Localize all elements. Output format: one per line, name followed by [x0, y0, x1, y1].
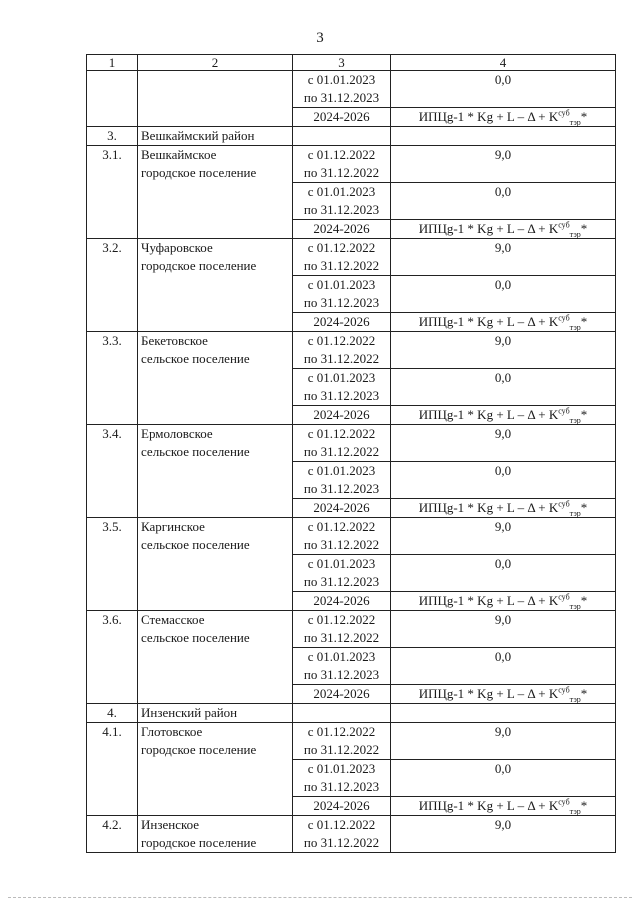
formula-cell [391, 406, 616, 425]
column-header: 4 [391, 55, 616, 71]
value-cell: 9,0 [391, 332, 616, 369]
formula-superscript: суб [558, 313, 570, 323]
period-cell: с 01.12.2022 по 31.12.2022 [293, 723, 391, 760]
item-name-cell: Вешкаймское городское поселение [138, 146, 293, 239]
period-cell: с 01.12.2022 по 31.12.2022 [293, 332, 391, 369]
formula-tail: * [580, 407, 588, 422]
item-number-cell [87, 71, 138, 127]
item-number-cell: 4.1. [87, 723, 138, 816]
period-cell: с 01.01.2023 по 31.12.2023 [293, 648, 391, 685]
item-number-cell: 4.2. [87, 816, 138, 853]
column-header: 3 [293, 55, 391, 71]
value-cell: 9,0 [391, 611, 616, 648]
empty-cell [293, 127, 391, 146]
formula-cell [391, 797, 616, 816]
formula-superscript: суб [558, 592, 570, 602]
district-row [87, 704, 616, 723]
formula-base: ИПЦg-1 * Kg + L – Δ + K [418, 314, 559, 329]
period-cell: с 01.12.2022 по 31.12.2022 [293, 611, 391, 648]
value-cell: 0,0 [391, 648, 616, 685]
formula-superscript: суб [558, 220, 570, 230]
district-number: 4. [87, 704, 138, 723]
period-cell: с 01.12.2022 по 31.12.2022 [293, 425, 391, 462]
formula-superscript: суб [558, 499, 570, 509]
period-cell: с 01.12.2022 по 31.12.2022 [293, 239, 391, 276]
tariff-table [86, 54, 616, 853]
item-number-cell: 3.2. [87, 239, 138, 332]
value-cell: 0,0 [391, 183, 616, 220]
formula-cell [391, 313, 616, 332]
formula-base: ИПЦg-1 * Kg + L – Δ + K [418, 593, 559, 608]
formula-tail: * [580, 314, 588, 329]
value-cell: 9,0 [391, 723, 616, 760]
table-row [87, 518, 616, 555]
value-cell: 0,0 [391, 71, 616, 108]
item-number-cell: 3.6. [87, 611, 138, 704]
table-row [87, 611, 616, 648]
empty-cell [391, 704, 616, 723]
formula-subscript: тэр [569, 229, 581, 239]
period-cell: 2024-2026 [293, 685, 391, 704]
value-cell: 9,0 [391, 239, 616, 276]
period-cell: с 01.12.2022 по 31.12.2022 [293, 816, 391, 853]
period-cell: с 01.12.2022 по 31.12.2022 [293, 146, 391, 183]
column-header: 2 [138, 55, 293, 71]
formula-cell [391, 108, 616, 127]
item-name-cell: Стемасское сельское поселение [138, 611, 293, 704]
formula-base: ИПЦg-1 * Kg + L – Δ + K [418, 221, 559, 236]
table-row [87, 816, 616, 853]
period-cell: с 01.01.2023 по 31.12.2023 [293, 369, 391, 406]
table-header-row [87, 55, 616, 71]
formula-superscript: суб [558, 406, 570, 416]
district-name: Инзенский район [138, 704, 293, 723]
formula-tail: * [580, 686, 588, 701]
formula-superscript: суб [558, 797, 570, 807]
period-cell: 2024-2026 [293, 499, 391, 518]
empty-cell [293, 704, 391, 723]
column-header: 1 [87, 55, 138, 71]
period-cell: с 01.12.2022 по 31.12.2022 [293, 518, 391, 555]
item-name-cell: Каргинское сельское поселение [138, 518, 293, 611]
item-name-cell: Чуфаровское городское поселение [138, 239, 293, 332]
formula-cell [391, 685, 616, 704]
period-cell: с 01.01.2023 по 31.12.2023 [293, 71, 391, 108]
value-cell: 9,0 [391, 146, 616, 183]
formula-base: ИПЦg-1 * Kg + L – Δ + K [418, 500, 559, 515]
formula-tail: * [580, 798, 588, 813]
table-row [87, 71, 616, 108]
period-cell: с 01.01.2023 по 31.12.2023 [293, 183, 391, 220]
formula-tail: * [580, 109, 588, 124]
item-name-cell: Инзенское городское поселение [138, 816, 293, 853]
table-row [87, 723, 616, 760]
formula-base: ИПЦg-1 * Kg + L – Δ + K [418, 798, 559, 813]
value-cell: 0,0 [391, 555, 616, 592]
item-number-cell: 3.4. [87, 425, 138, 518]
item-number-cell: 3.5. [87, 518, 138, 611]
value-cell: 0,0 [391, 369, 616, 406]
value-cell: 9,0 [391, 425, 616, 462]
formula-subscript: тэр [569, 601, 581, 611]
formula-superscript: суб [558, 108, 570, 118]
formula-tail: * [580, 500, 588, 515]
value-cell: 0,0 [391, 276, 616, 313]
formula-superscript: суб [558, 685, 570, 695]
period-cell: с 01.01.2023 по 31.12.2023 [293, 760, 391, 797]
value-cell: 9,0 [391, 816, 616, 853]
formula-tail: * [580, 593, 588, 608]
period-cell: 2024-2026 [293, 797, 391, 816]
formula-base: ИПЦg-1 * Kg + L – Δ + K [418, 686, 559, 701]
formula-subscript: тэр [569, 508, 581, 518]
page-number: 3 [316, 30, 324, 46]
table-row [87, 332, 616, 369]
formula-tail: * [580, 221, 588, 236]
formula-cell [391, 499, 616, 518]
formula-base: ИПЦg-1 * Kg + L – Δ + K [418, 109, 559, 124]
item-name-cell: Глотовское городское поселение [138, 723, 293, 816]
formula-cell [391, 592, 616, 611]
item-name-cell [138, 71, 293, 127]
formula-subscript: тэр [569, 694, 581, 704]
period-cell: 2024-2026 [293, 313, 391, 332]
district-name: Вешкаймский район [138, 127, 293, 146]
period-cell: с 01.01.2023 по 31.12.2023 [293, 462, 391, 499]
empty-cell [391, 127, 616, 146]
formula-subscript: тэр [569, 806, 581, 816]
table-row [87, 146, 616, 183]
item-number-cell: 3.3. [87, 332, 138, 425]
district-row [87, 127, 616, 146]
item-name-cell: Ермоловское сельское поселение [138, 425, 293, 518]
formula-subscript: тэр [569, 415, 581, 425]
formula-cell [391, 220, 616, 239]
item-name-cell: Бекетовское сельское поселение [138, 332, 293, 425]
period-cell: 2024-2026 [293, 108, 391, 127]
period-cell: с 01.01.2023 по 31.12.2023 [293, 555, 391, 592]
period-cell: 2024-2026 [293, 592, 391, 611]
value-cell: 0,0 [391, 462, 616, 499]
formula-subscript: тэр [569, 117, 581, 127]
table-row [87, 425, 616, 462]
formula-subscript: тэр [569, 322, 581, 332]
table-row [87, 239, 616, 276]
value-cell: 9,0 [391, 518, 616, 555]
period-cell: с 01.01.2023 по 31.12.2023 [293, 276, 391, 313]
formula-base: ИПЦg-1 * Kg + L – Δ + K [418, 407, 559, 422]
value-cell: 0,0 [391, 760, 616, 797]
scan-artifact-line [8, 897, 632, 898]
period-cell: 2024-2026 [293, 220, 391, 239]
district-number: 3. [87, 127, 138, 146]
period-cell: 2024-2026 [293, 406, 391, 425]
item-number-cell: 3.1. [87, 146, 138, 239]
